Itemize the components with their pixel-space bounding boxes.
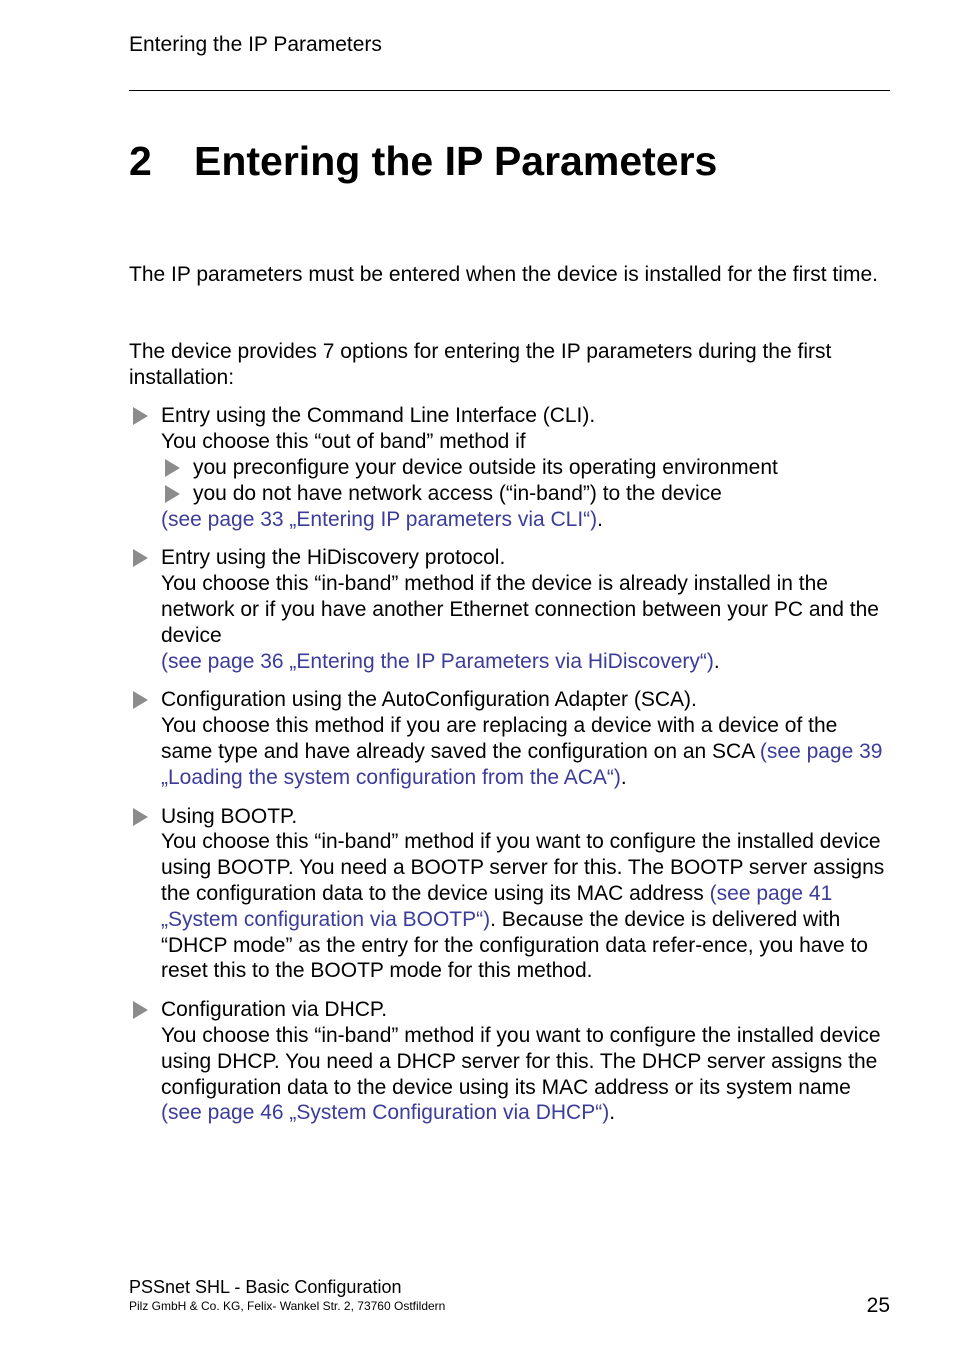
item-heading: Configuration via DHCP. <box>161 998 388 1022</box>
list-item-bootp <box>129 804 891 985</box>
item-text: You choose this “out of band” method if <box>161 430 526 454</box>
chapter-number: 2 <box>129 138 152 184</box>
item-text: You choose this “in-band” method if you want to configure the installed device using DHCP. You need a DHCP server for this. The DHCP server assigns the configuration data to the device using its MAC address or its system name <box>161 1023 881 1099</box>
intro-paragraph-2: The device provides 7 options for entering the IP parameters during the first installation: <box>129 339 832 389</box>
sub-item-text: you preconfigure your device outside its operating environment <box>193 455 778 479</box>
header-divider <box>129 90 890 91</box>
item-text-after: . <box>620 765 627 789</box>
body-text <box>129 262 891 1139</box>
cross-reference-link[interactable]: (see page 39 „Loading the system configuration from the ACA“) <box>161 739 883 789</box>
triangle-bullet-icon <box>133 691 148 709</box>
cross-reference-link[interactable]: (see page 41 „System configuration via BOOTP“) <box>161 881 833 931</box>
triangle-bullet-icon <box>133 407 148 425</box>
triangle-bullet-icon <box>133 808 148 826</box>
cross-reference-link[interactable]: (see page 36 „Entering the IP Parameters via HiDiscovery“) <box>161 649 714 673</box>
item-text: You choose this “in-band” method if the device is already installed in the network or if you have another Ethernet connection between your PC and the device <box>161 572 879 647</box>
page-number: 25 <box>866 1294 890 1317</box>
item-heading: Configuration using the AutoConfiguration Adapter (SCA). <box>161 688 697 712</box>
item-text-after: . <box>609 1101 616 1125</box>
chapter-title: Entering the IP Parameters <box>194 138 718 184</box>
running-header: Entering the IP Parameters <box>129 33 382 56</box>
item-text: You choose this method if you are replacing a device with a device of the same type and have already saved the configuration on an SCA <box>161 714 838 763</box>
list-item-cli <box>129 403 891 532</box>
list-item-dhcp <box>129 997 891 1126</box>
item-text-after: . <box>597 507 604 531</box>
triangle-bullet-icon <box>133 1001 148 1019</box>
list-item-sca <box>129 687 891 790</box>
sub-list-item <box>161 481 891 507</box>
cross-reference-link[interactable]: (see page 33 „Entering IP parameters via CLI“) <box>161 507 598 531</box>
item-heading: Entry using the Command Line Interface (CLI). <box>161 404 596 428</box>
footer-doc-title: PSSnet SHL - Basic Configuration <box>129 1277 402 1297</box>
item-heading: Entry using the HiDiscovery protocol. <box>161 546 506 570</box>
cross-reference-link[interactable]: (see page 46 „System Configuration via DHCP“) <box>161 1101 610 1125</box>
sub-list-item <box>161 455 891 481</box>
item-text-after: . <box>713 649 720 673</box>
item-text-after: . Because the device is delivered with “DHCP mode” as the entry for the configuration data refer-ence, you have to reset this to the BOOTP mode for this method. <box>161 907 868 983</box>
triangle-bullet-icon <box>133 549 148 567</box>
item-heading: Using BOOTP. <box>161 804 298 828</box>
triangle-bullet-icon <box>165 459 180 477</box>
item-text: You choose this “in-band” method if you want to configure the installed device using BOOTP. You need a BOOTP server for this. The BOOTP server assigns the configuration data to the device using its MAC address <box>161 830 885 905</box>
intro-paragraph-1: The IP parameters must be entered when the device is installed for the first time. <box>129 263 878 286</box>
triangle-bullet-icon <box>165 485 180 503</box>
footer-address: Pilz GmbH & Co. KG, Felix- Wankel Str. 2, 73760 Ostfildern <box>129 1299 446 1313</box>
list-item-hidiscovery <box>129 545 891 674</box>
chapter-heading <box>129 138 717 185</box>
sub-item-text: you do not have network access (“in-band”) to the device <box>193 481 722 505</box>
